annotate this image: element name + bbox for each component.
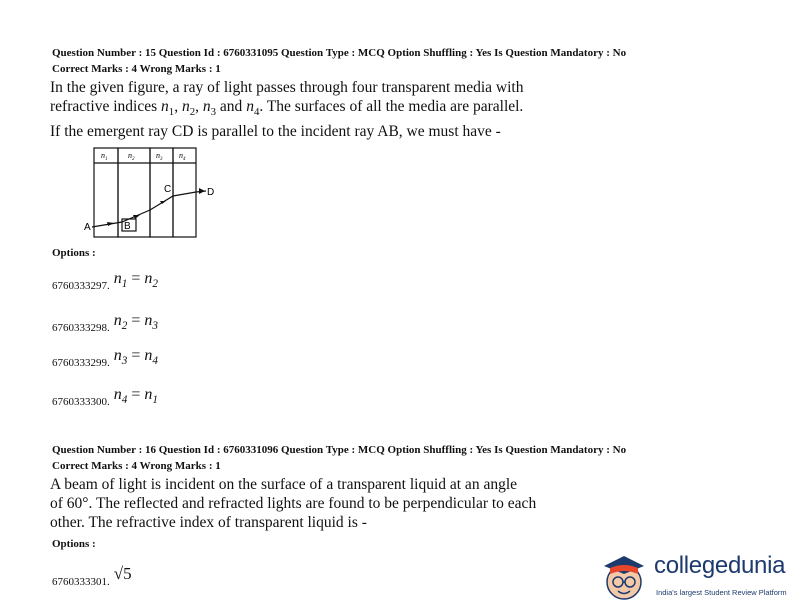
q15-text-line2: refractive indices $n_1$, $n_2$, $n_3$ and $n_4$. The surfaces of all the media are parallel. xyxy=(50,98,524,119)
option-expression: $n_1 = n_2$ xyxy=(113,270,158,291)
q15-options-label: Options : xyxy=(52,247,96,259)
q16-text-line2: of 60°. The reflected and refracted lights are found to be perpendicular to each xyxy=(50,495,537,512)
option-id: 6760333298. xyxy=(52,322,110,334)
q16-text-line1: A beam of light is incident on the surface of a transparent liquid at an angle xyxy=(50,476,518,493)
label-n1: $n_1$ xyxy=(101,151,108,162)
q15-question-text xyxy=(50,78,610,141)
q16-option-1[interactable] xyxy=(52,564,132,590)
q16-marks: Correct Marks : 4 Wrong Marks : 1 xyxy=(52,460,221,472)
option-expression: √5 xyxy=(113,564,132,583)
point-b: B xyxy=(124,221,131,232)
arrow-bc xyxy=(133,215,140,219)
arrow-cd xyxy=(199,188,205,194)
refraction-diagram xyxy=(84,146,234,240)
collegedunia-logo xyxy=(598,548,790,608)
option-id: 6760333301. xyxy=(52,576,110,588)
q15-text-line1: In the given figure, a ray of light passes through four transparent media with xyxy=(50,79,524,96)
option-expression: $n_3 = n_4$ xyxy=(113,347,158,368)
q15-meta-line1: Question Number : 15 Question Id : 6760331095 Question Type : MCQ Option Shuffling : Yes Is Question Mandatory : No xyxy=(52,47,627,59)
label-n2: $n_2$ xyxy=(128,151,135,162)
q16-options-label: Options : xyxy=(52,538,96,550)
point-c: C xyxy=(164,184,172,195)
point-a: A xyxy=(84,222,91,233)
mascot-icon xyxy=(598,548,650,606)
q15-option-4[interactable] xyxy=(52,386,158,412)
option-expression: $n_2 = n_3$ xyxy=(113,312,158,333)
q15-option-3[interactable] xyxy=(52,347,158,373)
option-id: 6760333299. xyxy=(52,357,110,369)
q16-question-text xyxy=(50,475,610,532)
logo-tagline: India's largest Student Review Platform xyxy=(656,588,787,597)
q15-figure xyxy=(84,146,234,245)
option-id: 6760333297. xyxy=(52,280,110,292)
q16-meta-line1: Question Number : 16 Question Id : 6760331096 Question Type : MCQ Option Shuffling : Yes Is Question Mandatory : No xyxy=(52,444,627,456)
q16-text-line3: other. The refractive index of transparent liquid is - xyxy=(50,514,367,531)
label-n3: $n_3$ xyxy=(156,151,163,162)
option-expression: $n_4 = n_1$ xyxy=(113,386,158,407)
logo-wordmark: collegedunia xyxy=(654,552,786,579)
q15-option-1[interactable] xyxy=(52,270,158,296)
option-id: 6760333300. xyxy=(52,396,110,408)
q15-marks: Correct Marks : 4 Wrong Marks : 1 xyxy=(52,63,221,75)
point-d: D xyxy=(207,187,215,198)
label-n4: $n_4$ xyxy=(179,151,186,162)
q15-text-line3: If the emergent ray CD is parallel to the incident ray AB, we must have - xyxy=(50,123,501,141)
light-ray xyxy=(92,191,206,227)
q15-option-2[interactable] xyxy=(52,312,158,338)
